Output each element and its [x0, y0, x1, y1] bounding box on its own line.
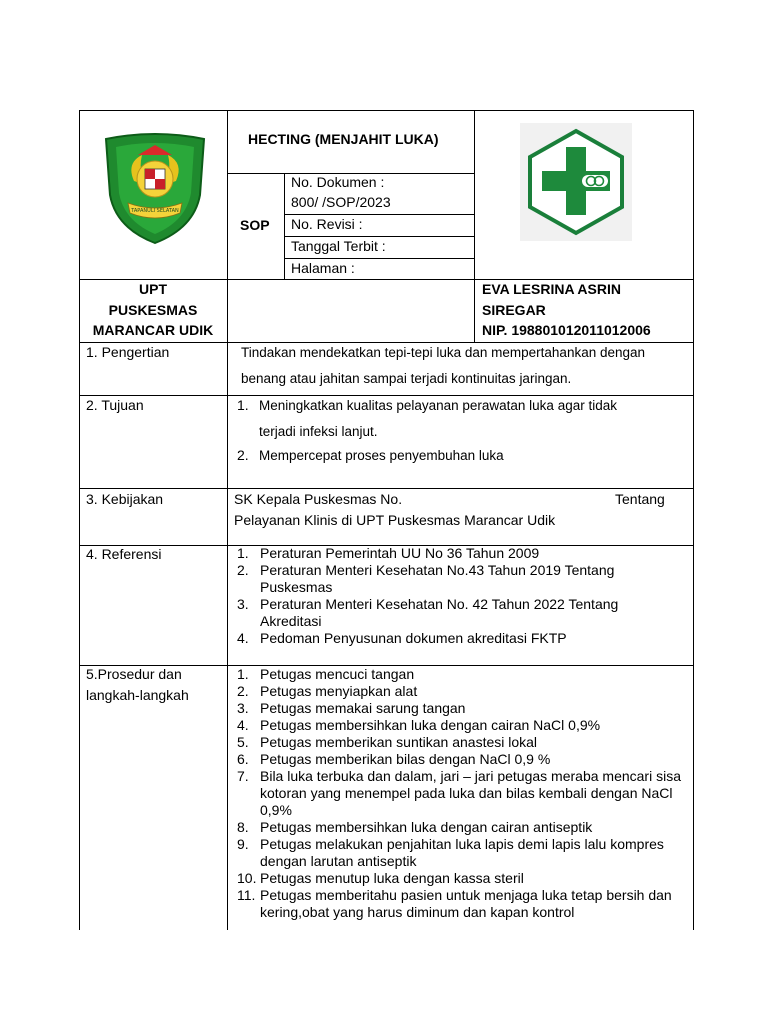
tujuan-label: 2. Tujuan [86, 397, 144, 413]
prosedur-list [233, 666, 689, 921]
tujuan-item1-number: 1. [237, 397, 249, 413]
tujuan-item1-line1: Meningkatkan kualitas pelayanan perawatan luka agar tidak [259, 398, 617, 413]
prosedur-item-number: 6. [237, 751, 249, 767]
referensi-item-text: Peraturan Menteri Kesehatan No. 42 Tahun 2022 Tentang Akreditasi [260, 596, 619, 629]
prosedur-item-number: 3. [237, 700, 249, 716]
table-line-after-header [79, 279, 694, 280]
prosedur-item-text: Petugas mencuci tangan [260, 666, 415, 682]
prosedur-item [233, 666, 689, 683]
document-title: HECTING (MENJAHIT LUKA) [248, 131, 439, 147]
prosedur-item-text: Petugas menyiapkan alat [260, 683, 418, 699]
prosedur-item [233, 717, 689, 734]
table-border-top [79, 110, 694, 111]
referensi-item [233, 596, 673, 630]
prosedur-item-number: 8. [237, 819, 249, 835]
prosedur-item-text: Petugas membersihkan luka dengan cairan antiseptik [260, 819, 593, 835]
referensi-item-number: 3. [237, 596, 249, 612]
prosedur-item-text: Petugas menutup luka dengan kassa steril [260, 870, 524, 886]
prosedur-item [233, 700, 689, 717]
sop-grid-row1 [284, 214, 474, 215]
prosedur-item [233, 819, 689, 836]
prosedur-item [233, 887, 689, 921]
signatory-name-line1: EVA LESRINA ASRIN [482, 281, 621, 297]
referensi-item-number: 4. [237, 630, 249, 646]
prosedur-item [233, 683, 689, 700]
prosedur-item-text: Petugas melakukan penjahitan luka lapis demi lapis lalu kompres dengan larutan antiseptik [260, 836, 664, 869]
prosedur-item-text: Petugas memberitahu pasien untuk menjaga luka tetap bersih dan kering,obat yang harus diminum dan kapan kontrol [260, 887, 672, 920]
table-border-left [79, 110, 80, 930]
pengertian-text-line1: Tindakan mendekatkan tepi-tepi luka dan mempertahankan dengan [241, 345, 646, 360]
prosedur-item-number: 10. [237, 870, 257, 886]
tujuan-item2-number: 2. [237, 447, 249, 463]
prosedur-item-number: 2. [237, 683, 249, 699]
district-shield-logo [104, 133, 206, 245]
tujuan-item2: Mempercepat proses penyembuhan luka [259, 448, 504, 463]
no-dokumen-label: No. Dokumen : [291, 174, 385, 190]
prosedur-item [233, 734, 689, 751]
pengertian-label: 1. Pengertian [86, 344, 170, 360]
table-line-after-pengertian [79, 395, 694, 396]
tujuan-item1-line2: terjadi infeksi lanjut. [259, 424, 378, 439]
prosedur-item-number: 1. [237, 666, 249, 682]
org-name-line1: UPT [139, 281, 167, 297]
prosedur-item [233, 836, 689, 870]
referensi-item [233, 630, 673, 647]
prosedur-item-text: Petugas memakai sarung tangan [260, 700, 466, 716]
prosedur-item-number: 5. [237, 734, 249, 750]
prosedur-item-text: Petugas membersihkan luka dengan cairan NaCl 0,9% [260, 717, 601, 733]
referensi-item-text: Peraturan Menteri Kesehatan No.43 Tahun 2019 Tentang Puskesmas [260, 562, 615, 595]
referensi-item-text: Peraturan Pemerintah UU No 36 Tahun 2009 [260, 545, 540, 561]
sop-grid-divider [284, 173, 285, 279]
prosedur-item-text: Petugas memberikan bilas dengan NaCl 0,9 % [260, 751, 551, 767]
no-dokumen-value: 800/ /SOP/2023 [291, 194, 391, 210]
prosedur-item-text: Bila luka terbuka dan dalam, jari – jari petugas meraba mencari sisa kotoran yang menempel pada luka dan bilas kembali dengan NaCl 0,9% [260, 768, 681, 818]
referensi-item-number: 2. [237, 562, 249, 578]
sop-grid-row3 [284, 258, 474, 259]
prosedur-item-text: Petugas memberikan suntikan anastesi lokal [260, 734, 538, 750]
tanggal-terbit-label: Tanggal Terbit : [291, 238, 386, 254]
prosedur-label-line1: 5.Prosedur dan [86, 666, 182, 682]
header-right-divider [474, 110, 475, 342]
logo-left-caption: TAPANULI SELATAN [131, 208, 179, 214]
puskesmas-logo [520, 123, 632, 241]
table-border-right [693, 110, 694, 930]
sop-label: SOP [240, 217, 270, 233]
table-col-divider [227, 110, 228, 930]
table-line-after-tujuan [79, 488, 694, 489]
kebijakan-line1-left: SK Kepala Puskesmas No. [234, 491, 403, 507]
referensi-item-text: Pedoman Penyusunan dokumen akreditasi FKTP [260, 630, 567, 646]
signatory-name-line2: SIREGAR [482, 302, 546, 318]
halaman-label: Halaman : [291, 260, 355, 276]
no-revisi-label: No. Revisi : [291, 216, 363, 232]
referensi-item [233, 545, 673, 562]
referensi-list [233, 545, 673, 647]
table-line-after-org [79, 342, 694, 343]
prosedur-label-line2: langkah-langkah [86, 687, 189, 703]
prosedur-item-number: 9. [237, 836, 249, 852]
prosedur-item [233, 768, 689, 819]
prosedur-item [233, 870, 689, 887]
signatory-nip: NIP. 198801012011012006 [482, 322, 651, 338]
pengertian-text-line2: benang atau jahitan sampai terjadi kontinuitas jaringan. [241, 371, 572, 386]
referensi-item [233, 562, 673, 596]
prosedur-item-number: 4. [237, 717, 249, 733]
org-name-line3: MARANCAR UDIK [92, 322, 214, 338]
prosedur-item-number: 11. [237, 887, 256, 903]
referensi-label: 4. Referensi [86, 546, 162, 562]
org-name-line2: PUSKESMAS [108, 302, 198, 318]
prosedur-item-number: 7. [237, 768, 249, 784]
kebijakan-line1-right: Tentang [615, 491, 665, 507]
prosedur-item [233, 751, 689, 768]
sop-grid-row2 [284, 236, 474, 237]
referensi-item-number: 1. [237, 545, 249, 561]
kebijakan-line2: Pelayanan Klinis di UPT Puskesmas Marancar Udik [234, 512, 556, 528]
kebijakan-label: 3. Kebijakan [86, 491, 164, 507]
